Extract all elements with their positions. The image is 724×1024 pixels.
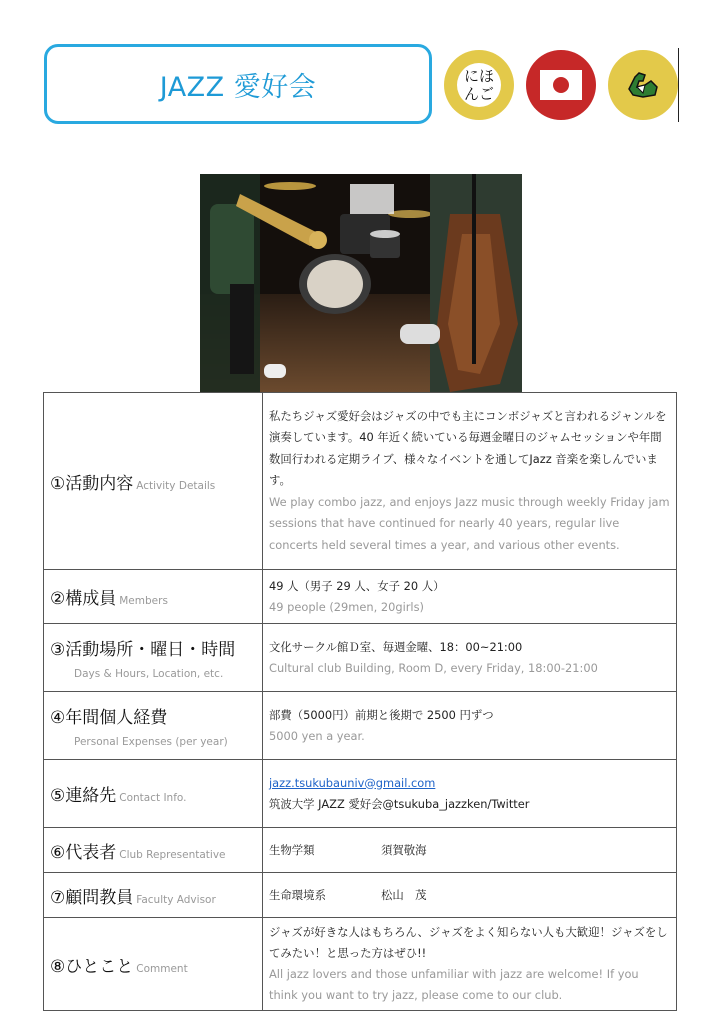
row-label: ④年間個人経費 bbox=[50, 708, 168, 728]
row-label: ②構成員 bbox=[50, 589, 117, 609]
table-row bbox=[44, 873, 677, 918]
row-label-en: Personal Expenses (per year) bbox=[74, 736, 228, 748]
title-box bbox=[44, 44, 432, 124]
row-label-en: Comment bbox=[136, 962, 188, 975]
advisor-name: 松山 茂 bbox=[381, 887, 427, 902]
contact-email-link[interactable]: jazz.tsukubauniv@gmail.com bbox=[269, 775, 436, 790]
nihongo-line1: にほ bbox=[463, 67, 494, 85]
activity-en: We play combo jazz, and enjoys Jazz music through weekly Friday jam sessions that have continued for nearly 40 years, regular live concerts held several times a year, and various other events. bbox=[269, 494, 670, 552]
row-label-en: Days & Hours, Location, etc. bbox=[74, 668, 224, 680]
row-label-en: Members bbox=[119, 595, 168, 607]
nihongo-line2: んご bbox=[463, 85, 494, 103]
table-row bbox=[44, 570, 677, 624]
japan-flag-badge[interactable] bbox=[526, 50, 596, 120]
row-label: ①活動内容 bbox=[50, 473, 134, 494]
row-label: ⑥代表者 bbox=[50, 842, 117, 863]
beginner-badge[interactable] bbox=[608, 50, 678, 120]
location-jp: 文化サークル館Ｄ室、毎週金曜、18：00~21:00 bbox=[269, 639, 523, 654]
row-label-en: Club Representative bbox=[119, 848, 226, 861]
location-en: Cultural club Building, Room D, every Friday, 18:00-21:00 bbox=[269, 660, 598, 675]
jazz-session-photo bbox=[200, 174, 522, 392]
table-row bbox=[44, 828, 677, 873]
table-row bbox=[44, 624, 677, 692]
nihongo-badge[interactable] bbox=[444, 50, 514, 120]
members-jp: 49 人（男子 29 人、女子 20 人） bbox=[269, 578, 445, 593]
advisor-dept: 生命環境系 bbox=[269, 887, 326, 902]
comment-en: All jazz lovers and those unfamiliar with jazz are welcome! If you think you want to try jazz, please come to our club. bbox=[269, 967, 639, 1002]
muscle-arm-icon bbox=[621, 63, 665, 107]
page-title: JAZZ 愛好会 bbox=[159, 71, 317, 103]
badge-divider bbox=[678, 48, 679, 122]
row-label: ⑧ひとこと bbox=[50, 956, 134, 977]
row-label: ⑤連絡先 bbox=[50, 786, 117, 806]
table-row bbox=[44, 918, 677, 1011]
activity-jp: 私たちジャズ愛好会はジャズの中でも主にコンボジャズと言われるジャンルを演奏しています。40 年近く続いている毎週金曜日のジャムセッションや年間数回行われる定期ライブ、様々なイベントを通してJazz 音楽を楽しんでいます。 bbox=[269, 408, 667, 488]
table-row bbox=[44, 393, 677, 570]
japan-flag-icon bbox=[540, 70, 582, 100]
representative-name: 須賀敬海 bbox=[381, 842, 427, 857]
members-en: 49 people (29men, 20girls) bbox=[269, 599, 424, 614]
representative-dept: 生物学類 bbox=[269, 842, 315, 857]
expenses-en: 5000 yen a year. bbox=[269, 728, 365, 743]
table-row bbox=[44, 760, 677, 828]
table-row bbox=[44, 692, 677, 760]
row-label-en: Contact Info. bbox=[119, 792, 187, 804]
row-label-en: Activity Details bbox=[136, 479, 216, 492]
comment-jp: ジャズが好きな人はもちろん、ジャズをよく知らない人も大歓迎！ジャズをしてみたい！と思った方はぜひ!! bbox=[269, 925, 668, 960]
row-label: ⑦顧問教員 bbox=[50, 887, 134, 908]
club-info-table bbox=[43, 392, 677, 1011]
row-label: ③活動場所・曜日・時間 bbox=[50, 640, 236, 660]
contact-twitter: 筑波大学 JAZZ 愛好会@tsukuba_jazzken/Twitter bbox=[269, 796, 530, 811]
row-label-en: Faculty Advisor bbox=[136, 893, 216, 906]
expenses-jp: 部費（5000円）前期と後期で 2500 円ずつ bbox=[269, 707, 494, 722]
